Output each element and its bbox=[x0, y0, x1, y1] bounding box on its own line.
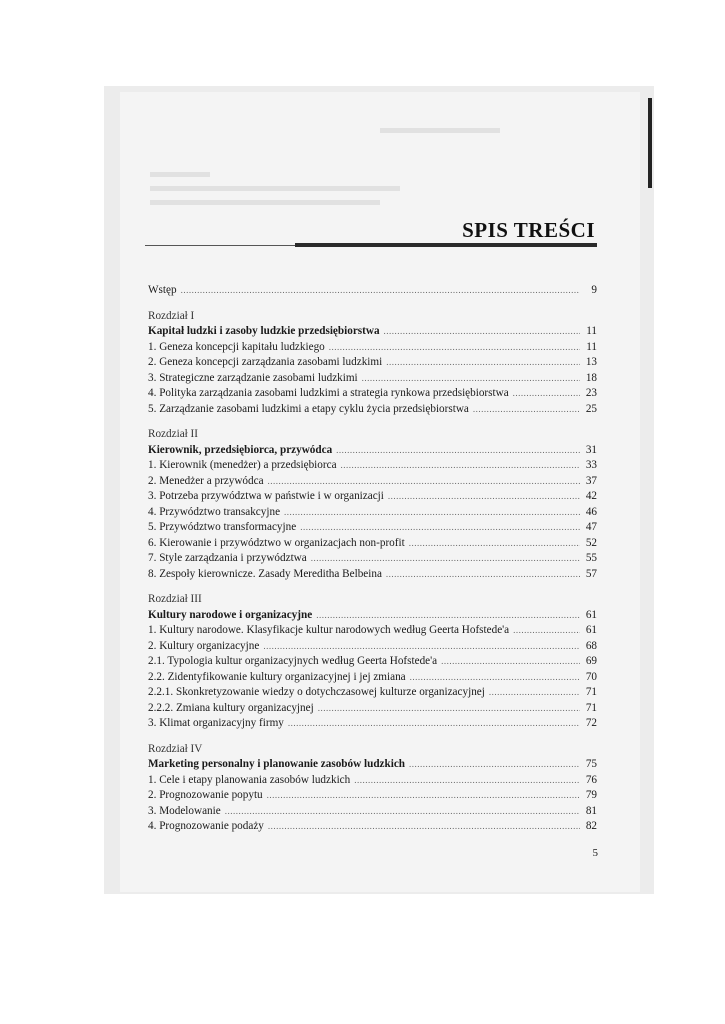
table-of-contents bbox=[148, 283, 597, 835]
leader-dots bbox=[263, 639, 580, 655]
chapter-title[interactable] bbox=[148, 324, 597, 340]
toc-entry-label: 5. Przywództwo transformacyjne bbox=[148, 521, 297, 533]
leader-dots bbox=[288, 716, 580, 732]
leader-dots bbox=[513, 386, 580, 402]
toc-entry-label: Wstęp bbox=[148, 284, 177, 296]
toc-entry-label: 2. Prognozowanie popytu bbox=[148, 789, 263, 801]
chapter-gap bbox=[148, 582, 597, 592]
toc-entry-label: 2.1. Typologia kultur organizacyjnych według Geerta Hofstede'a bbox=[148, 655, 438, 667]
leader-dots bbox=[300, 520, 580, 536]
chapter-gap bbox=[148, 417, 597, 427]
toc-entry-page: 57 bbox=[585, 567, 597, 580]
leader-dots bbox=[354, 773, 580, 789]
toc-entry-page: 13 bbox=[585, 356, 597, 368]
toc-entry-page: 42 bbox=[585, 490, 597, 502]
leader-dots bbox=[268, 819, 580, 835]
toc-entry[interactable] bbox=[148, 340, 597, 356]
leader-dots bbox=[410, 670, 580, 686]
leader-dots bbox=[409, 536, 580, 552]
leader-dots bbox=[441, 654, 580, 670]
toc-entry[interactable] bbox=[148, 458, 597, 474]
leader-dots bbox=[316, 608, 580, 624]
toc-entry-page: 47 bbox=[585, 521, 597, 533]
toc-entry-label: Kultury narodowe i organizacyjne bbox=[148, 608, 313, 621]
toc-entry-page: 23 bbox=[585, 387, 597, 399]
bleed-through-line bbox=[150, 186, 400, 191]
leader-dots bbox=[268, 474, 580, 490]
leader-dots bbox=[386, 567, 580, 583]
toc-entry[interactable] bbox=[148, 355, 597, 371]
chapter-label: Rozdział I bbox=[148, 309, 195, 322]
leader-dots bbox=[267, 788, 580, 804]
leader-dots bbox=[329, 340, 580, 356]
toc-entry-page: 71 bbox=[585, 686, 597, 698]
toc-entry-page: 71 bbox=[585, 701, 597, 714]
title-rule bbox=[145, 243, 597, 249]
toc-entry-label: Kierownik, przedsiębiorca, przywódca bbox=[148, 443, 333, 456]
chapter-label: Rozdział III bbox=[148, 593, 202, 605]
chapter-label: Rozdział II bbox=[148, 428, 199, 440]
chapter-title[interactable] bbox=[148, 608, 597, 624]
toc-entry-label: 1. Kultury narodowe. Klasyfikacje kultur narodowych według Geerta Hofstede'a bbox=[148, 624, 510, 636]
toc-entry[interactable] bbox=[148, 551, 597, 567]
bleed-through-line bbox=[150, 172, 210, 177]
toc-entry[interactable] bbox=[148, 474, 597, 490]
toc-entry[interactable] bbox=[148, 520, 597, 536]
toc-entry-page: 25 bbox=[585, 402, 597, 415]
toc-entry-label: 1. Cele i etapy planowania zasobów ludzkich bbox=[148, 773, 351, 786]
toc-entry-page: 31 bbox=[585, 443, 597, 456]
toc-entry-page: 69 bbox=[585, 655, 597, 667]
leader-dots bbox=[513, 623, 580, 639]
toc-entry-label: 2. Geneza koncepcji zarządzania zasobami ludzkimi bbox=[148, 356, 383, 368]
chapter-gap bbox=[148, 732, 597, 742]
toc-entry-page: 11 bbox=[586, 325, 597, 337]
toc-entry-label: 5. Zarządzanie zasobami ludzkimi a etapy cyklu życia przedsiębiorstwa bbox=[148, 402, 469, 415]
leader-dots bbox=[181, 283, 580, 299]
chapter-title[interactable] bbox=[148, 443, 597, 459]
chapter-title[interactable] bbox=[148, 757, 597, 773]
leader-dots bbox=[284, 505, 580, 521]
toc-entry-page: 37 bbox=[585, 474, 597, 487]
toc-entry-label: 7. Style zarządzania i przywództwa bbox=[148, 552, 307, 564]
leader-dots bbox=[388, 489, 580, 505]
toc-entry[interactable] bbox=[148, 489, 597, 505]
leader-dots bbox=[489, 685, 580, 701]
toc-entry-page: 79 bbox=[585, 789, 597, 801]
toc-entry[interactable] bbox=[148, 716, 597, 732]
toc-entry[interactable] bbox=[148, 623, 597, 639]
toc-entry-label: 2. Kultury organizacyjne bbox=[148, 639, 260, 652]
toc-entry-label: 3. Strategiczne zarządzanie zasobami ludzkimi bbox=[148, 371, 358, 384]
toc-entry-label: 2.2. Zidentyfikowanie kultury organizacyjnej i jej zmiana bbox=[148, 670, 406, 683]
toc-entry-page: 46 bbox=[585, 505, 597, 518]
title-rule-thick bbox=[295, 243, 597, 247]
leader-dots bbox=[318, 701, 580, 717]
chapter-label: Rozdział IV bbox=[148, 742, 203, 755]
leader-dots bbox=[225, 804, 580, 820]
leader-dots bbox=[362, 371, 580, 387]
toc-entry[interactable] bbox=[148, 701, 597, 717]
toc-entry[interactable] bbox=[148, 788, 597, 804]
toc-entry-label: 2.2.1. Skonkretyzowanie wiedzy o dotychczasowej kulturze organizacyjnej bbox=[148, 686, 485, 698]
toc-entry-label: 3. Modelowanie bbox=[148, 804, 221, 817]
toc-entry[interactable] bbox=[148, 804, 597, 820]
leader-dots bbox=[386, 355, 580, 371]
toc-entry-label: 1. Geneza koncepcji kapitału ludzkiego bbox=[148, 340, 325, 353]
toc-entry[interactable] bbox=[148, 386, 597, 402]
leader-dots bbox=[311, 551, 580, 567]
toc-entry-label: 4. Polityka zarządzania zasobami ludzkimi a strategia rynkowa przedsiębiorstwa bbox=[148, 387, 509, 399]
page-edge-shadow bbox=[648, 98, 652, 188]
toc-entry-label: Marketing personalny i planowanie zasobów ludzkich bbox=[148, 758, 406, 770]
page-number: 5 bbox=[592, 847, 598, 859]
toc-entry[interactable] bbox=[148, 773, 597, 789]
toc-entry-label: 3. Potrzeba przywództwa w państwie i w organizacji bbox=[148, 490, 384, 502]
toc-entry-page: 72 bbox=[585, 717, 597, 729]
page-title: SPIS TREŚCI bbox=[462, 218, 595, 242]
toc-entry[interactable] bbox=[148, 685, 597, 701]
leader-dots bbox=[409, 757, 580, 773]
toc-entry-label: 8. Zespoły kierownicze. Zasady Mereditha Belbeina bbox=[148, 567, 382, 580]
toc-entry-page: 75 bbox=[585, 758, 597, 770]
toc-entry-label: 6. Kierowanie i przywództwo w organizacjach non-profit bbox=[148, 536, 405, 549]
toc-entry-label: 1. Kierownik (menedżer) a przedsiębiorca bbox=[148, 459, 337, 471]
toc-entry-page: 82 bbox=[585, 820, 597, 832]
toc-entry[interactable] bbox=[148, 670, 597, 686]
toc-entry-label: 2. Menedżer a przywódca bbox=[148, 474, 264, 487]
leader-dots bbox=[336, 443, 580, 459]
toc-entry-label: 3. Klimat organizacyjny firmy bbox=[148, 717, 284, 729]
toc-entry-page: 9 bbox=[591, 284, 597, 296]
toc-entry-page: 52 bbox=[585, 536, 597, 549]
leader-dots bbox=[341, 458, 580, 474]
toc-entry-page: 61 bbox=[585, 608, 597, 621]
leader-dots bbox=[384, 324, 580, 340]
leader-dots bbox=[473, 402, 580, 418]
toc-entry-page: 68 bbox=[585, 639, 597, 652]
toc-entry[interactable] bbox=[148, 402, 597, 418]
toc-entry-page: 76 bbox=[585, 773, 597, 786]
toc-entry[interactable] bbox=[148, 536, 597, 552]
toc-entry-intro[interactable] bbox=[148, 283, 597, 299]
toc-entry[interactable] bbox=[148, 819, 597, 835]
toc-entry-label: 4. Prognozowanie podaży bbox=[148, 820, 264, 832]
toc-entry-label: 4. Przywództwo transakcyjne bbox=[148, 505, 281, 518]
toc-entry[interactable] bbox=[148, 639, 597, 655]
toc-entry-page: 70 bbox=[585, 670, 597, 683]
toc-entry-page: 18 bbox=[585, 371, 597, 384]
toc-entry-page: 55 bbox=[585, 552, 597, 564]
bleed-through-line bbox=[380, 128, 500, 133]
toc-entry[interactable] bbox=[148, 371, 597, 387]
toc-entry[interactable] bbox=[148, 654, 597, 670]
toc-entry-page: 33 bbox=[585, 459, 597, 471]
toc-entry-page: 11 bbox=[586, 340, 597, 353]
toc-entry[interactable] bbox=[148, 567, 597, 583]
toc-entry[interactable] bbox=[148, 505, 597, 521]
toc-entry-label: Kapitał ludzki i zasoby ludzkie przedsiębiorstwa bbox=[148, 325, 380, 337]
bleed-through-line bbox=[150, 200, 380, 205]
toc-entry-page: 61 bbox=[585, 624, 597, 636]
toc-entry-label: 2.2.2. Zmiana kultury organizacyjnej bbox=[148, 701, 314, 714]
toc-entry-page: 81 bbox=[585, 804, 597, 817]
